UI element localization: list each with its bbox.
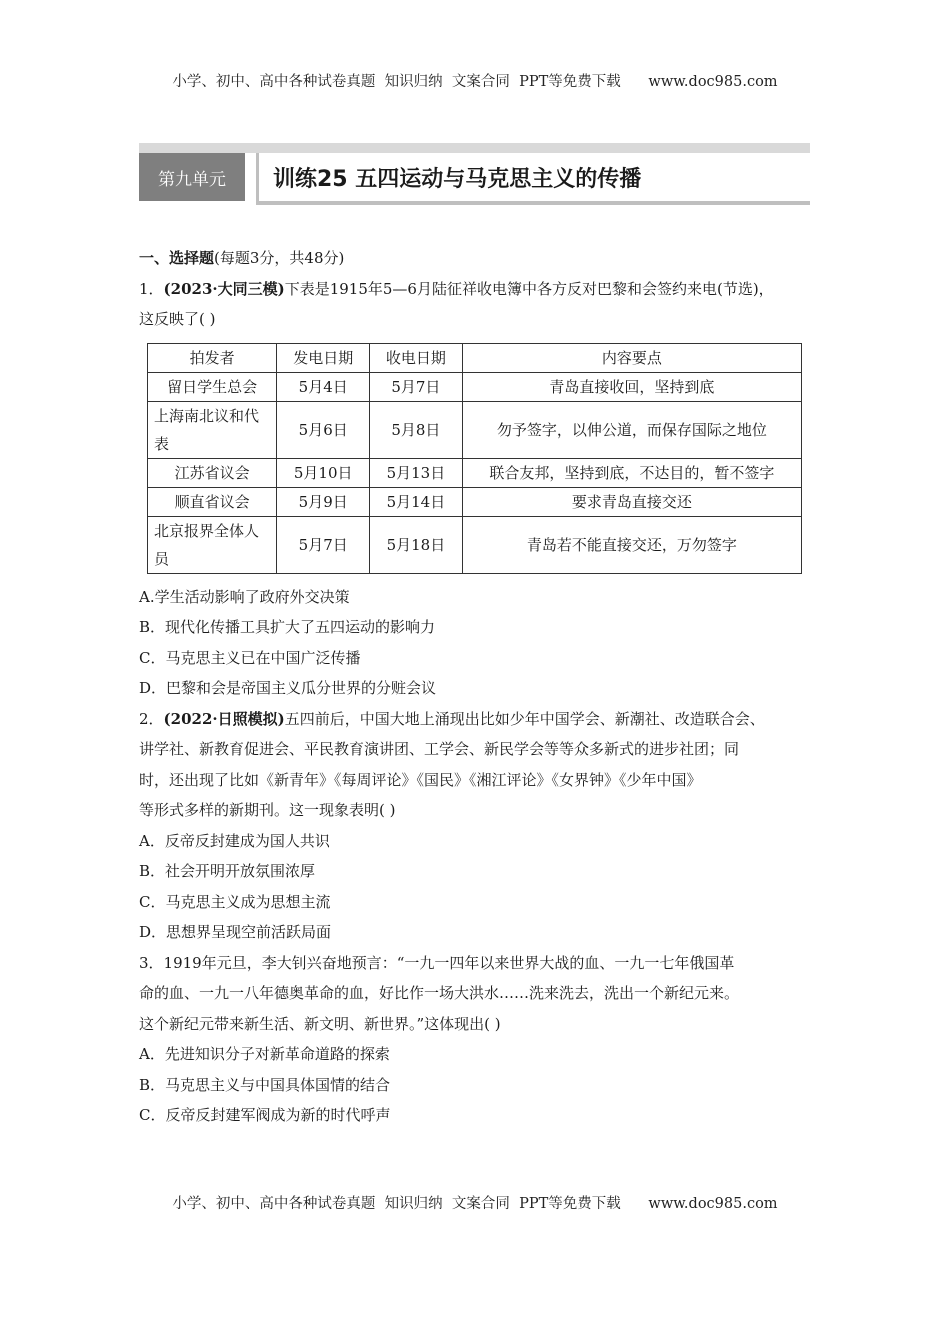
- q3-line1: 3．1919年元旦，李大钊兴奋地预言：“一九一四年以来世界大战的血、一九一七年俄国革: [139, 953, 735, 972]
- q1-stem: [139, 274, 819, 305]
- q3-line3: 这个新纪元带来新生活、新文明、新世界。”这体现出( ): [139, 1014, 501, 1033]
- table-header-row: [148, 343, 802, 372]
- table-cell: 5月13日: [370, 458, 463, 487]
- table-cell: 5月18日: [370, 516, 463, 573]
- table-header: 收电日期: [370, 343, 463, 372]
- q3-option-b: B．马克思主义与中国具体国情的结合: [139, 1075, 391, 1094]
- q1-option-b: B．现代化传播工具扩大了五四运动的影响力: [139, 618, 436, 636]
- telegram-table: [147, 343, 802, 574]
- section-title: 一、选择题: [139, 249, 215, 267]
- table-cell: 5月6日: [277, 401, 370, 458]
- table-cell: 5月9日: [277, 487, 370, 516]
- table-cell: 5月4日: [277, 372, 370, 401]
- main-content: [139, 243, 819, 1131]
- table-row: [148, 401, 802, 458]
- table-cell: 5月14日: [370, 487, 463, 516]
- table-header: 内容要点: [462, 343, 801, 372]
- table-header: 发电日期: [277, 343, 370, 372]
- q1-option-a: A.学生活动影响了政府外交决策: [139, 587, 350, 606]
- banner-top-bar: [139, 143, 810, 153]
- q2-line1: 五四前后，中国大地上涌现出比如少年中国学会、新潮社、改造联合会、: [284, 709, 765, 728]
- table-cell: 5月7日: [370, 372, 463, 401]
- q2-source: (2022·日照模拟): [163, 709, 285, 728]
- q2-option-d: D．思想界呈现空前活跃局面: [139, 923, 332, 941]
- title-banner: [139, 143, 810, 213]
- q1-stem-line1: 下表是1915年5—6月陆征祥收电簿中各方反对巴黎和会签约来电(节选)，: [284, 279, 774, 298]
- table-cell: 青岛若不能直接交还，万勿签字: [462, 516, 801, 573]
- q1-stem-line2: 这反映了( ): [139, 310, 216, 328]
- table-cell: 上海南北议和代表: [148, 401, 277, 458]
- section-heading: [139, 243, 819, 274]
- q1-option-c: C．马克思主义已在中国广泛传播: [139, 648, 361, 667]
- table-row: [148, 516, 802, 573]
- q3-line2: 命的血、一九一八年德奥革命的血，好比作一场大洪水……洗来洗去，洗出一个新纪元来。: [139, 984, 740, 1002]
- table-row: [148, 458, 802, 487]
- table-cell: 5月10日: [277, 458, 370, 487]
- table-cell: 勿予签字，以伸公道，而保存国际之地位: [462, 401, 801, 458]
- q3-option-a: A．先进知识分子对新革命道路的探索: [139, 1045, 390, 1063]
- q3-option-c: C．反帝反封建军阀成为新的时代呼声: [139, 1106, 391, 1124]
- table-cell: 5月7日: [277, 516, 370, 573]
- banner-underline: [256, 201, 810, 205]
- q1-source: (2023·大同三模): [163, 279, 285, 298]
- table-cell: 留日学生总会: [148, 372, 277, 401]
- table-cell: 青岛直接收回，坚持到底: [462, 372, 801, 401]
- q2-line4: 等形式多样的新期刊。这一现象表明( ): [139, 801, 396, 819]
- unit-label: 第九单元: [139, 153, 245, 201]
- q2-line3: 时，还出现了比如《新青年》《每周评论》《国民》《湘江评论》《女界钟》《少年中国》: [139, 770, 702, 789]
- q2-option-c: C．马克思主义成为思想主流: [139, 892, 331, 911]
- table-row: [148, 487, 802, 516]
- table-cell: 江苏省议会: [148, 458, 277, 487]
- q2-number: 2．: [139, 709, 164, 728]
- q2-option-b: B．社会开明开放氛围浓厚: [139, 862, 316, 880]
- table-cell: 北京报界全体人员: [148, 516, 277, 573]
- table-cell: 联合友邦，坚持到底，不达目的，暂不签字: [462, 458, 801, 487]
- q1-number: 1．: [139, 279, 164, 298]
- q2-stem: [139, 704, 819, 735]
- table-row: [148, 372, 802, 401]
- q2-line2: 讲学社、新教育促进会、平民教育演讲团、工学会、新民学会等等众多新式的进步社团；同: [139, 740, 740, 758]
- page-header: 小学、初中、高中各种试卷真题 知识归纳 文案合同 PPT等免费下载 www.doc985.com: [172, 74, 778, 90]
- q1-option-d: D．巴黎和会是帝国主义瓜分世界的分赃会议: [139, 679, 437, 697]
- lesson-title: 训练25 五四运动与马克思主义的传播: [256, 153, 810, 201]
- section-note: (每题3分，共48分): [214, 249, 345, 267]
- table-cell: 顺直省议会: [148, 487, 277, 516]
- q2-option-a: A．反帝反封建成为国人共识: [139, 831, 330, 850]
- table-cell: 要求青岛直接交还: [462, 487, 801, 516]
- table-cell: 5月8日: [370, 401, 463, 458]
- page-footer: 小学、初中、高中各种试卷真题 知识归纳 文案合同 PPT等免费下载 www.doc985.com: [172, 1196, 778, 1212]
- table-header: 拍发者: [148, 343, 277, 372]
